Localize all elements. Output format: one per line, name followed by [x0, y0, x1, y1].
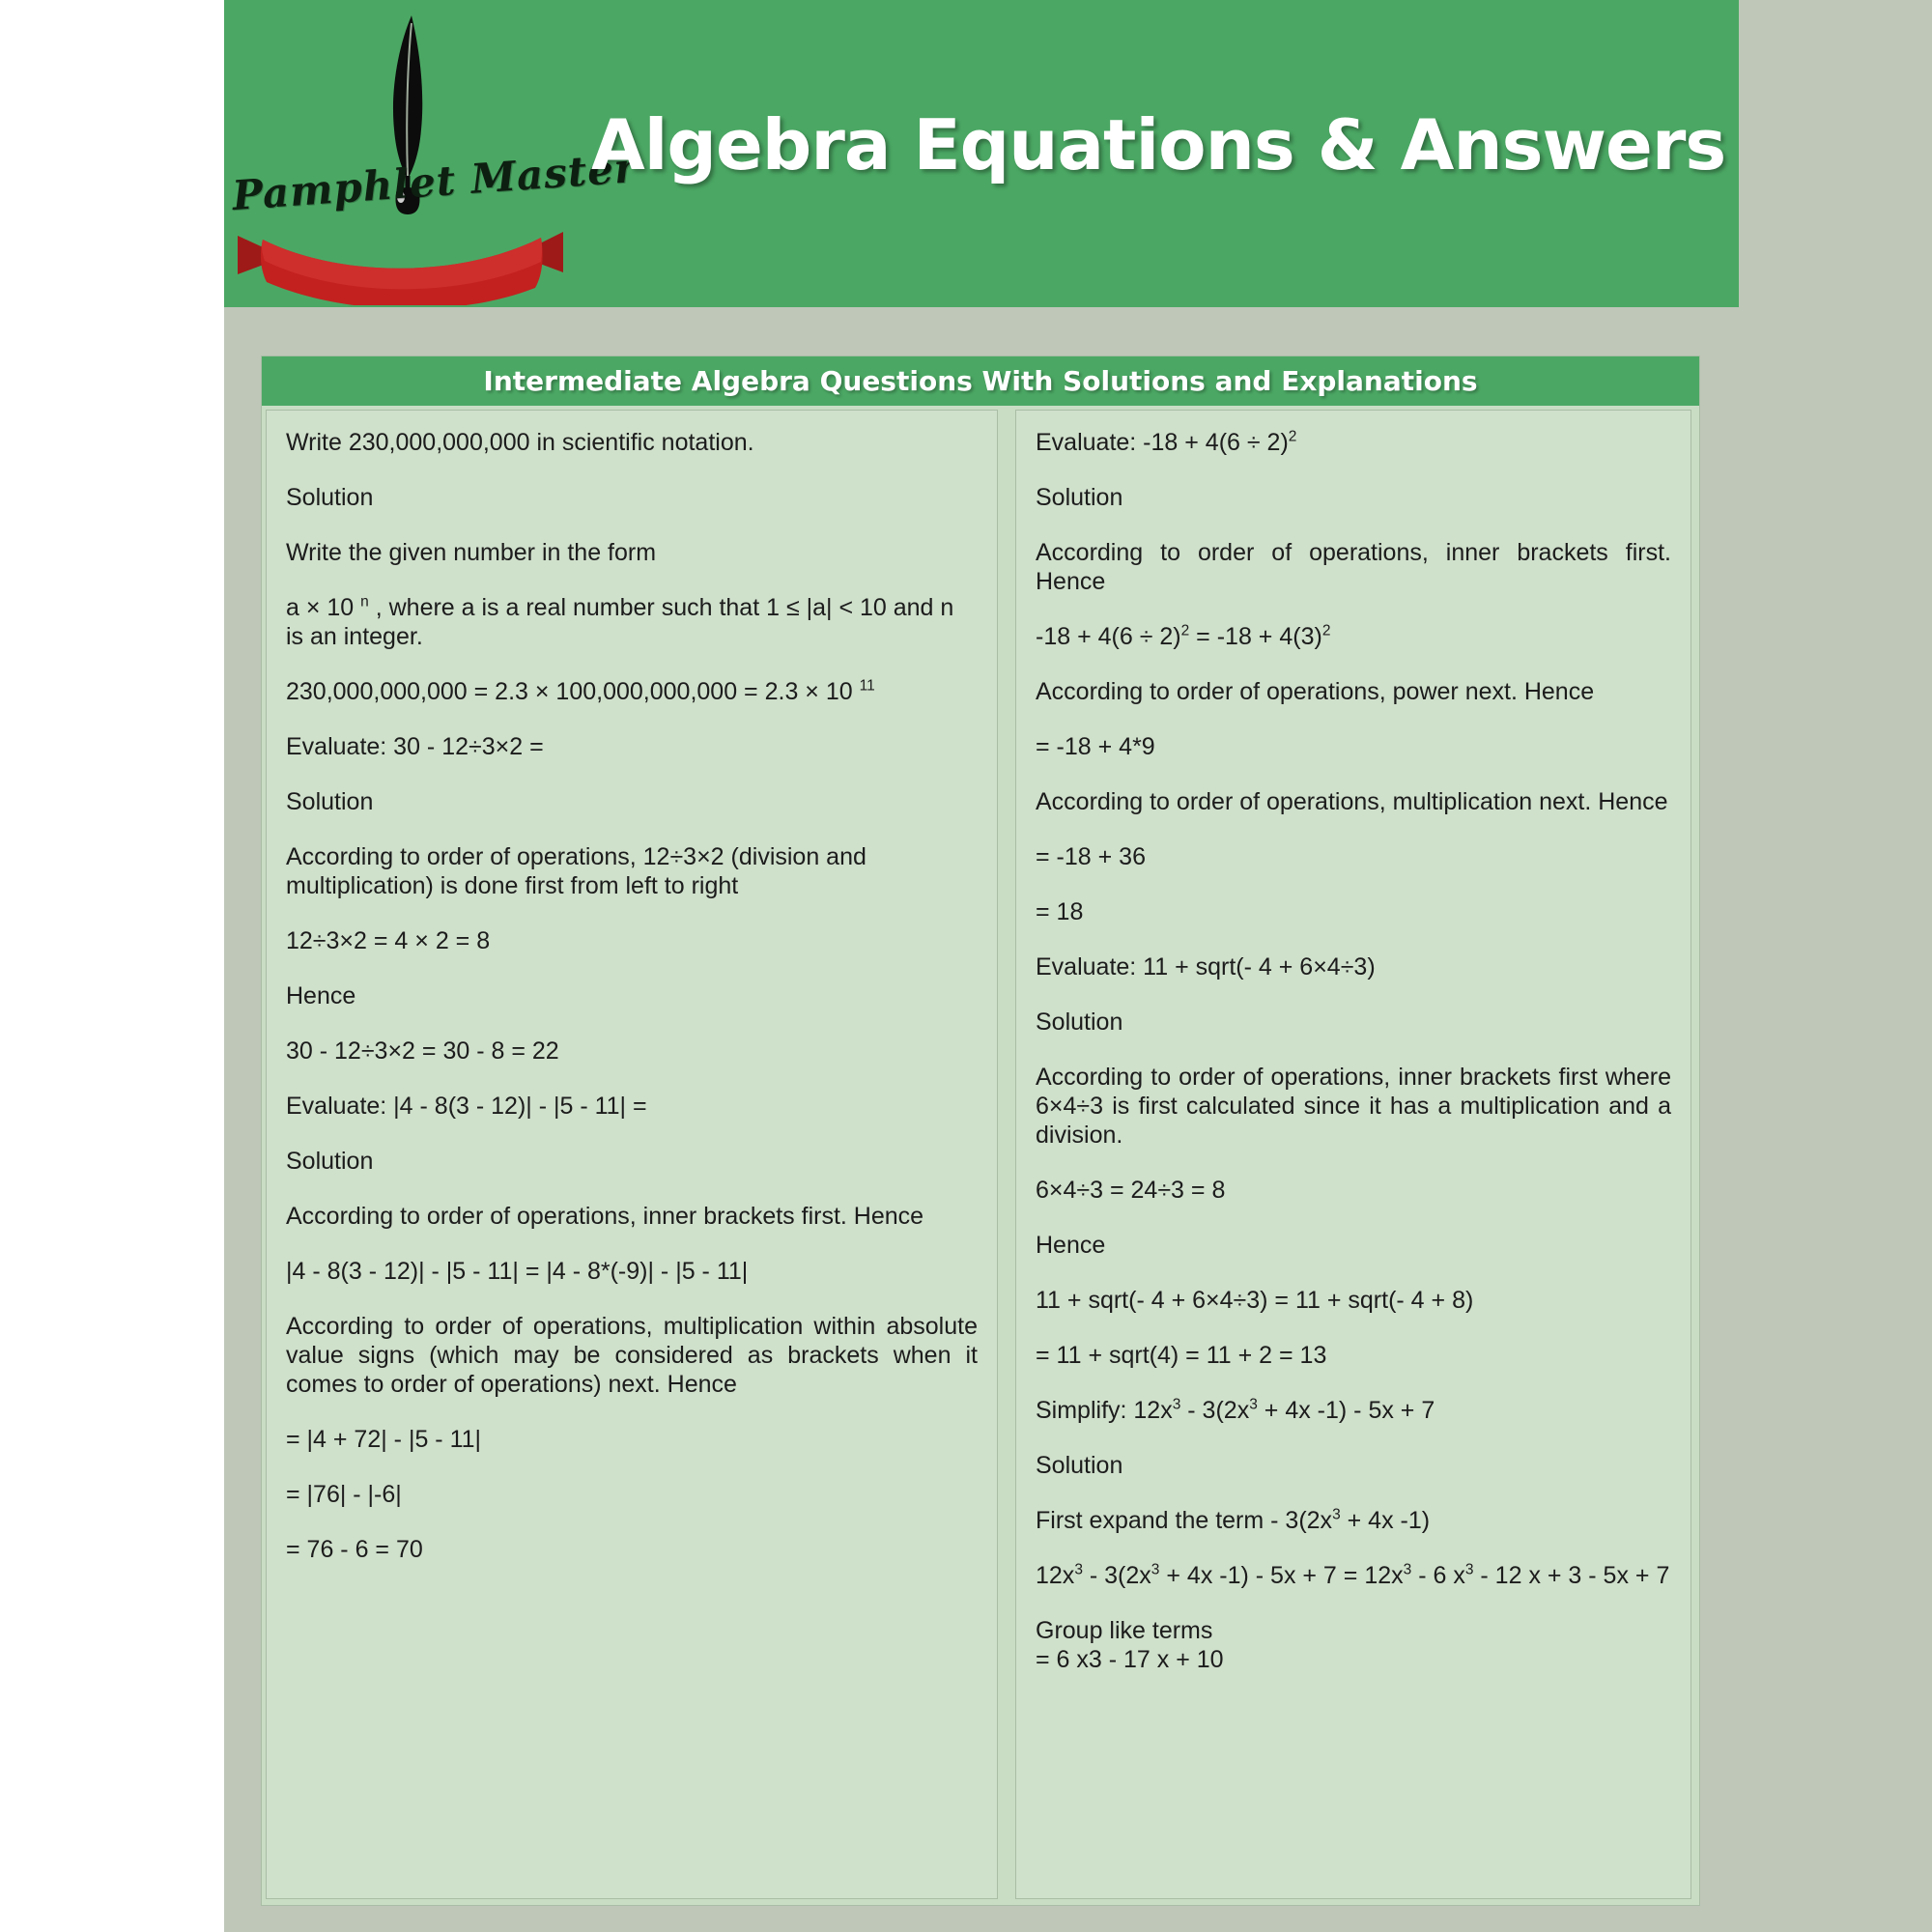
text-block-q3-question: Evaluate: |4 - 8(3 - 12)| - |5 - 11| = — [286, 1093, 647, 1120]
page-title: Algebra Equations & Answers — [591, 104, 1726, 185]
text-block-q5-step2: 6×4÷3 = 24÷3 = 8 — [1036, 1177, 1226, 1204]
text-block-q4-step1: According to order of operations, inner brackets first. Hence — [1036, 539, 1671, 595]
text-block-q4-question: Evaluate: $-18 + 4(6 \div 2)^2$ — [1036, 428, 1297, 456]
section-banner-title: Intermediate Algebra Questions With Solutions and Explanations — [483, 365, 1478, 397]
text-block-q6-question: Simplify: $12x^3 - 3(2x^3 + 4x$ -1) - 5x + 7 — [1036, 1396, 1435, 1424]
text-block-q3-step3: According to order of operations, multiplication within absolute value signs (which may be considered as brackets when it comes to order of operations) next. Hence — [286, 1313, 978, 1398]
section-banner — [262, 356, 1699, 406]
text-block-q2-step1: According to order of operations, 12÷3×2 (division and multiplication) is done first from left to right — [286, 843, 867, 899]
text-block-q6-step3: Group like terms — [1036, 1617, 1213, 1644]
text-block-q5-step4: 11 + sqrt(- 4 + 6×4÷3) = 11 + sqrt(- 4 + 8) — [1036, 1287, 1474, 1314]
text-block-q3-step1: According to order of operations, inner brackets first. Hence — [286, 1203, 924, 1230]
pamphlet-master-logo — [224, 8, 639, 307]
text-block-q3-step6: = 76 - 6 = 70 — [286, 1536, 423, 1563]
text-block-q4-step7: = 18 — [1036, 898, 1084, 925]
right-column — [1015, 410, 1691, 1899]
text-block-q5-question: Evaluate: 11 + sqrt(- 4 + 6×4÷3) — [1036, 953, 1376, 980]
text-block-q5-step5: = 11 + sqrt(4) = 11 + 2 = 13 — [1036, 1342, 1327, 1369]
text-block-q4-step6: = -18 + 36 — [1036, 843, 1146, 870]
text-block-q5-step3: Hence — [1036, 1232, 1106, 1259]
text-block-q3-step4: = |4 + 72| - |5 - 11| — [286, 1426, 482, 1453]
text-block-q6-step4: = 6 x3 - 17 x + 10 — [1036, 1646, 1224, 1673]
text-block-q4-step4: = -18 + 4*9 — [1036, 733, 1155, 760]
text-block-q6-step2: $12x^3 - 3(2x^3 + 4x$ $-1) - 5x + 7 = 12x^3 - 6$ $x^3 - 12$ x + 3 - 5x + 7 — [1036, 1561, 1670, 1589]
text-block-q3-step2: |4 - 8(3 - 12)| - |5 - 11| = |4 - 8*(-9)| - |5 - 11| — [286, 1258, 749, 1285]
text-block-q4-step2: $-18 + 4(6 \div 2)^2 = -18 + 4(3)^2$ — [1036, 622, 1331, 650]
content-panel — [261, 355, 1700, 1906]
text-block-q4-step5: According to order of operations, multiplication next. Hence — [1036, 788, 1668, 815]
left-column — [266, 410, 998, 1899]
text-block-q4-solution-label: Solution — [1036, 484, 1123, 511]
text-block-q4-step3: According to order of operations, power next. Hence — [1036, 678, 1595, 705]
text-block-q2-step3: Hence — [286, 982, 356, 1009]
text-block-q2-solution-label: Solution — [286, 788, 374, 815]
logo-wordmark: Pamphlet Master — [230, 144, 639, 220]
text-block-q2-question: Evaluate: 30 - 12÷3×2 = — [286, 733, 544, 760]
text-block-q6-step1: First expand the term - $3(2x^3 + 4x$ -1) — [1036, 1506, 1431, 1534]
text-block-q2-step4: 30 - 12÷3×2 = 30 - 8 = 22 — [286, 1037, 559, 1065]
ribbon-banner-icon — [234, 218, 567, 305]
text-block-q5-solution-label: Solution — [1036, 1009, 1123, 1036]
text-block-q3-step5: = |76| - |-6| — [286, 1481, 402, 1508]
text-block-q1-step2: a × 10 $^n$ , where a is a real number such that 1 ≤ |a| < 10 and n is an integer. — [286, 593, 954, 650]
text-block-q5-step1: According to order of operations, inner brackets first where 6×4÷3 is first calculated since it has a multiplication and a division. — [1036, 1064, 1671, 1149]
text-block-q1-step3: 230,000,000,000 = 2.3 × 100,000,000,000 = 2.3 × 10 $^{11}$ — [286, 677, 875, 705]
text-block-q1-question: Write 230,000,000,000 in scientific notation. — [286, 429, 754, 456]
text-block-q3-solution-label: Solution — [286, 1148, 374, 1175]
page-header — [224, 0, 1739, 307]
text-block-q1-solution-label: Solution — [286, 484, 374, 511]
text-block-q2-step2: 12÷3×2 = 4 × 2 = 8 — [286, 927, 491, 954]
text-block-q6-solution-label: Solution — [1036, 1452, 1123, 1479]
columns-wrapper — [266, 410, 1695, 1899]
text-block-q1-step1: Write the given number in the form — [286, 539, 657, 566]
